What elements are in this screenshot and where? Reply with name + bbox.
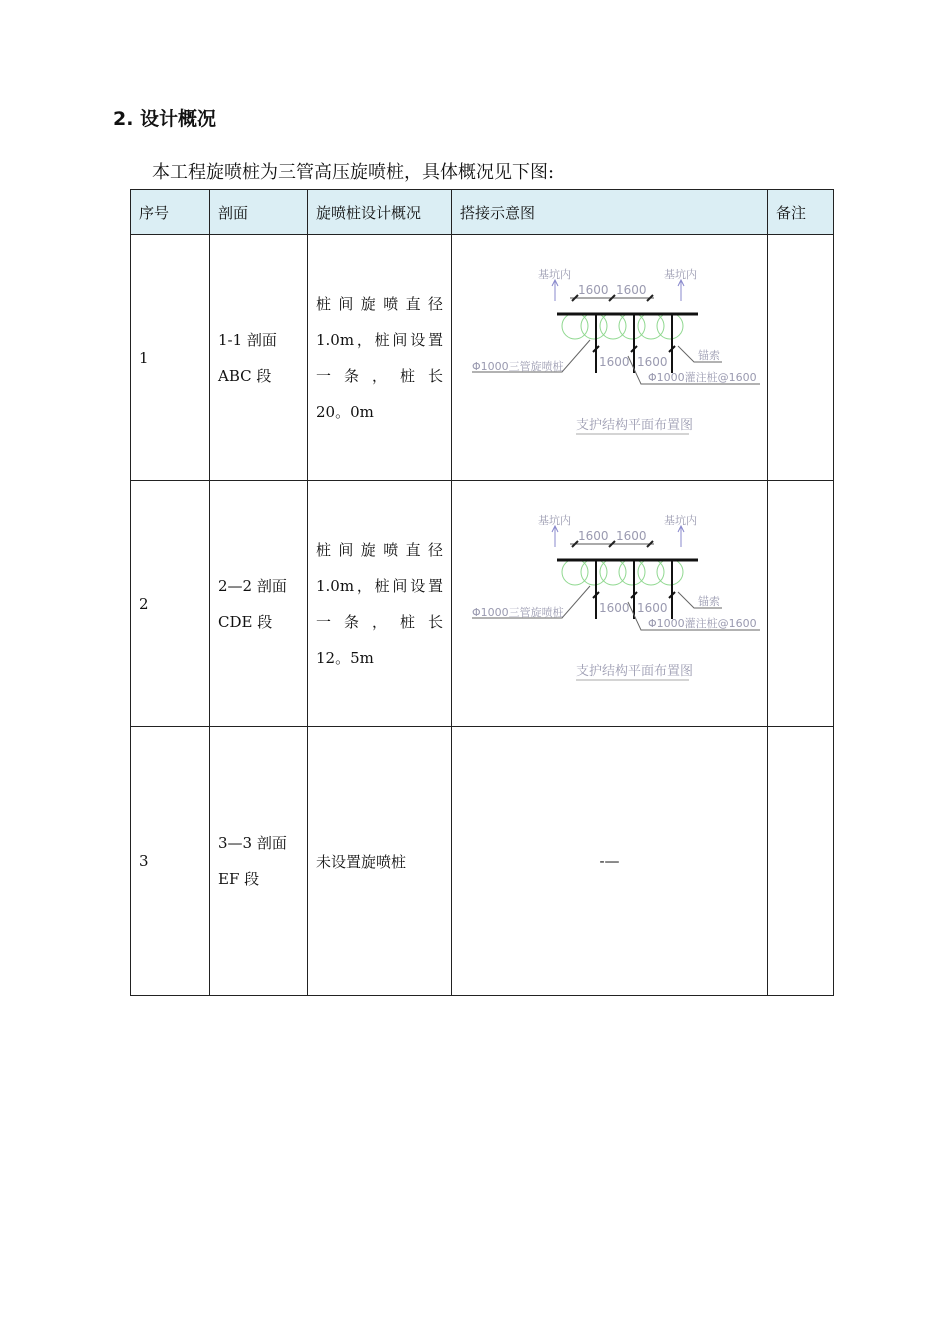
table-row <box>131 235 834 481</box>
label-anchor: 锚索 <box>697 594 720 608</box>
dim-top-1: 1600 <box>577 282 609 297</box>
row-section <box>210 727 308 996</box>
header-section: 剖面 <box>210 190 308 235</box>
row-diagram-empty: -— <box>452 727 768 996</box>
design-line: 一 条 ， 桩 长 <box>316 366 443 385</box>
dim-bottom-1: 1600 <box>598 600 630 615</box>
row-design <box>308 235 452 481</box>
section-line: CDE 段 <box>218 612 273 631</box>
design-line: 桩 间 旋 喷 直 径 <box>316 540 443 559</box>
label-jet-grout: Φ1000三管旋喷桩 <box>471 605 564 619</box>
section-line: 3—3 剖面 <box>218 834 287 852</box>
label-anchor: 锚索 <box>697 348 720 362</box>
row-design <box>308 481 452 727</box>
row-diagram <box>452 481 768 727</box>
diagram-caption: 支护结构平面布置图 <box>575 663 693 679</box>
table-row <box>131 481 834 727</box>
section-heading: 2. 设计概况 <box>113 108 217 130</box>
design-line: 1.0m，桩间设置 <box>316 330 443 349</box>
design-line: 20。0m <box>316 402 374 421</box>
label-pile: Φ1000灌注桩@1600 <box>647 370 757 384</box>
overlap-diagram <box>460 514 760 694</box>
row-design <box>308 727 452 996</box>
header-diagram: 搭接示意图 <box>452 190 768 235</box>
row-no: 3 <box>131 727 210 996</box>
dim-top-2: 1600 <box>615 282 647 297</box>
dim-bottom-2: 1600 <box>636 600 668 615</box>
row-section <box>210 235 308 481</box>
dim-bottom-1: 1600 <box>598 354 630 369</box>
jet-grout-circle <box>657 313 683 339</box>
design-line: 12。5m <box>316 648 374 667</box>
row-section <box>210 481 308 727</box>
row-no: 2 <box>131 481 210 727</box>
intro-paragraph: 本工程旋喷桩为三管高压旋喷桩，具体概况见下图: <box>152 162 555 183</box>
design-line: 1.0m，桩间设置 <box>316 576 443 595</box>
header-remark: 备注 <box>768 190 834 235</box>
design-line: 桩 间 旋 喷 直 径 <box>316 294 443 313</box>
header-design: 旋喷桩设计概况 <box>308 190 452 235</box>
header-no: 序号 <box>131 190 210 235</box>
overview-table <box>130 189 834 996</box>
row-diagram <box>452 235 768 481</box>
row-no: 1 <box>131 235 210 481</box>
label-pit-right: 基坑内 <box>663 267 697 281</box>
label-pit-left: 基坑内 <box>537 513 571 527</box>
section-line: ABC 段 <box>218 366 272 385</box>
label-jet-grout: Φ1000三管旋喷桩 <box>471 359 564 373</box>
section-line: 1-1 剖面 <box>218 330 277 349</box>
header-row <box>131 190 834 235</box>
section-line: EF 段 <box>218 870 260 888</box>
design-line: 一 条 ， 桩 长 <box>316 612 443 631</box>
design-line: 未设置旋喷桩 <box>316 852 407 871</box>
row-remark <box>768 235 834 481</box>
overlap-diagram <box>460 268 760 448</box>
row-remark <box>768 481 834 727</box>
label-pit-left: 基坑内 <box>537 267 571 281</box>
dim-top-1: 1600 <box>577 528 609 543</box>
label-pit-right: 基坑内 <box>663 513 697 527</box>
diagram-caption: 支护结构平面布置图 <box>575 417 693 433</box>
row-remark <box>768 727 834 996</box>
jet-grout-circle <box>657 559 683 585</box>
dim-top-2: 1600 <box>615 528 647 543</box>
label-pile: Φ1000灌注桩@1600 <box>647 616 757 630</box>
section-line: 2—2 剖面 <box>218 576 287 595</box>
dim-bottom-2: 1600 <box>636 354 668 369</box>
table-row <box>131 727 834 996</box>
